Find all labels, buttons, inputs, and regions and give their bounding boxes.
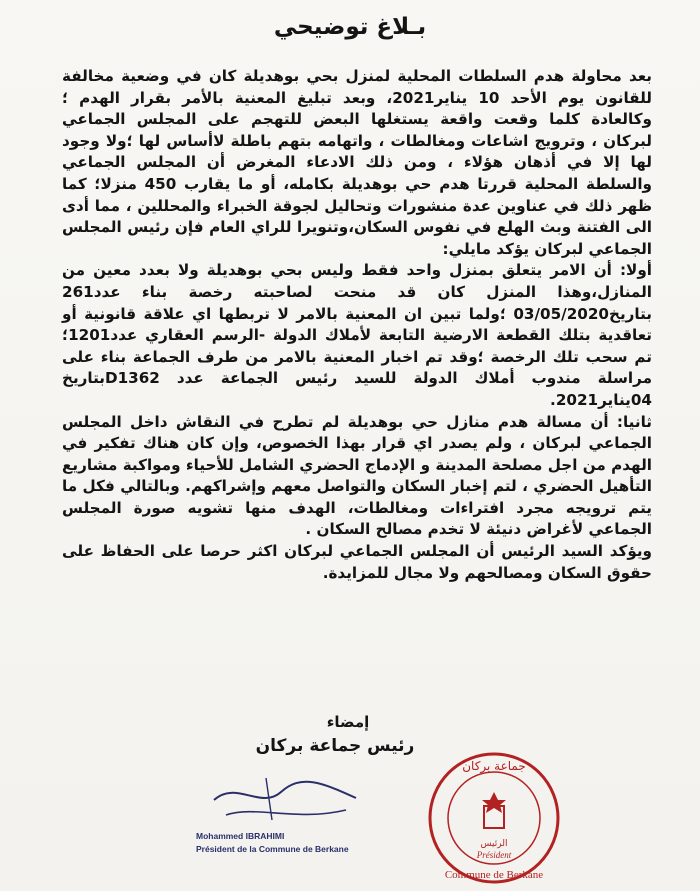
document-title: بـلاغ توضيحي bbox=[273, 14, 427, 40]
first-point-paragraph bbox=[62, 260, 652, 411]
signatory-name: Mohammed IBRAHIMI bbox=[196, 831, 285, 841]
signature-role: رئيس جماعة بركان bbox=[255, 736, 415, 756]
first-point-text: أن الامر يتعلق بمنزل واحد فقط وليس بحي بوهديلة ولا بعدد معين من المنازل،وهذا المنزل كان قد منحت لصاحبته رخصة بناء عدد261 بتاريخ03/05/2020 ؛ولما تبين ان المعنية بالامر لا تربطها اي علاقة قانونية أو تعاقدية بتلك القطعة الارضية التابعة لأملاك الدولة -الرسم العقاري عدد1201؛ تم سحب تلك الرخصة ؛وقد تم اخبار المعنية بالامر من طرف الجماعة بناء على مراسلة مندوب أملاك الدولة للسيد رئيس الجماعة عدد D1362بتاريخ 04يناير2021. bbox=[62, 261, 652, 409]
closing-paragraph: ويؤكد السيد الرئيس أن المجلس الجماعي لبركان اكثر حرصا على الحفاظ على حقوق السكان ومصالحهم ولا مجال للمزايدة. bbox=[62, 542, 652, 582]
signatory-title: Président de la Commune de Berkane bbox=[196, 844, 349, 854]
signature-label: إمضاء bbox=[326, 713, 370, 731]
intro-paragraph: بعد محاولة هدم السلطات المحلية لمنزل بحي بوهديلة كان في وضعية مخالفة للقانون يوم الأحد 10 يناير2021، وبعد تبليغ المعنية بالأمر بقرار الهدم ؛ وكالعادة كلما وقعت واقعة يستغلها البعض للتهجم على المجلس الجماعي لبركان ، وترويج اشاعات ومغالطات ، واتهامه بتهم باطلة لاأساس لها ؛ولا وجود لها إلا في أذهان هؤلاء ، ومن ذلك الادعاء المغرض أن المجلس الجماعي والسلطة المحلية قررتا هدم حي بوهديلة بكامله، أو ما يقارب 450 منزلا؛ كما ظهر ذلك في عناوين عدة منشورات وتحاليل لجوقة الخبراء والمحللين ، مما أدى الى الفتنة وبث الهلع في نفوس السكان،وتنويرا للراي العام فإن رئيس المجلس الجماعي لبركان يؤكد مايلي: bbox=[62, 67, 652, 258]
second-point-text: أن مسالة هدم منازل حي بوهديلة لم تطرح في النقاش داخل المجلس الجماعي لبركان ، ولم يصدر اي قرار بهذا الخصوص، وإن كان هناك تفكير في الهدم من اجل مصلحة المدينة و الإدماج الحضري الشامل للأحياء ومواكبة مشاريع التأهيل الحضري ، لتم إخبار السكان والتواصل معهم وإشراكهم. وبالتالي فكل ما يتم ترويجه مجرد افتراءات ومغالطات، الهدف منها تشويه صورة المجلس الجماعي لأغراض دنيئة لا تخدم مصالح السكان . bbox=[62, 412, 652, 539]
handwritten-signature bbox=[206, 770, 366, 830]
document-body bbox=[62, 66, 652, 584]
seal-bottom-text: Commune de Berkane bbox=[444, 869, 544, 881]
second-point-label: ثانيا: bbox=[616, 412, 652, 431]
first-point-label: أولا: bbox=[619, 261, 652, 280]
seal-president-text: Président bbox=[476, 850, 512, 860]
signature-stamp-text bbox=[196, 830, 386, 856]
seal-top-text: جماعة بركان bbox=[462, 759, 526, 773]
seal-center-text: الرئيس bbox=[480, 839, 508, 849]
second-point-paragraph bbox=[62, 412, 652, 542]
official-seal bbox=[424, 748, 564, 888]
